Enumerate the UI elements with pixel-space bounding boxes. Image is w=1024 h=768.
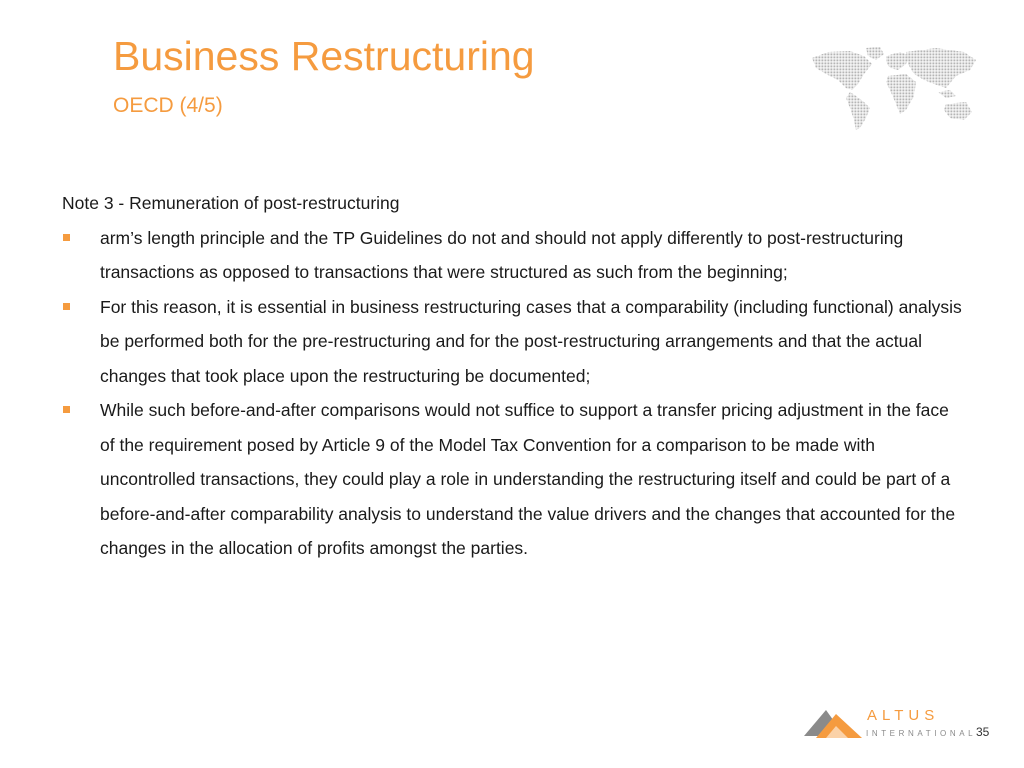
logo-subtitle: INTERNATIONAL <box>866 729 977 738</box>
list-item-text: arm’s length principle and the TP Guidelines do not and should not apply differently to post-restructuring transactions as opposed to transactions that were structured as such from the beginning; <box>100 227 904 282</box>
square-bullet-icon <box>63 303 70 310</box>
world-map-icon <box>806 44 978 132</box>
page-number: 35 <box>976 725 990 739</box>
altus-logo <box>802 704 982 744</box>
altus-logo-icon <box>802 704 864 742</box>
list-item-text: For this reason, it is essential in business restructuring cases that a comparability (including functional) analysis be performed both for the pre-restructuring and for the post-restructuring arrangements and that the actual changes that took place upon the restructuring be documented; <box>100 296 962 386</box>
list-item <box>62 393 962 566</box>
slide-subtitle: OECD (4/5) <box>113 94 223 117</box>
logo-wordmark: ALTUS <box>867 707 940 724</box>
slide-content <box>62 186 962 566</box>
bullet-list <box>62 221 962 566</box>
list-item <box>62 290 962 394</box>
list-item-text: While such before-and-after comparisons would not suffice to support a transfer pricing adjustment in the face of the requirement posed by Article 9 of the Model Tax Convention for a comparison to be made with uncontrolled transactions, they could play a role in understanding the restructuring itself and could be part of a before-and-after comparability analysis to understand the value drivers and the changes that accounted for the changes in the allocation of profits amongst the parties. <box>100 400 956 558</box>
list-item <box>62 221 962 290</box>
square-bullet-icon <box>63 406 70 413</box>
slide-title: Business Restructuring <box>113 33 535 79</box>
square-bullet-icon <box>63 234 70 241</box>
note-heading: Note 3 - Remuneration of post-restructuring <box>62 193 400 213</box>
